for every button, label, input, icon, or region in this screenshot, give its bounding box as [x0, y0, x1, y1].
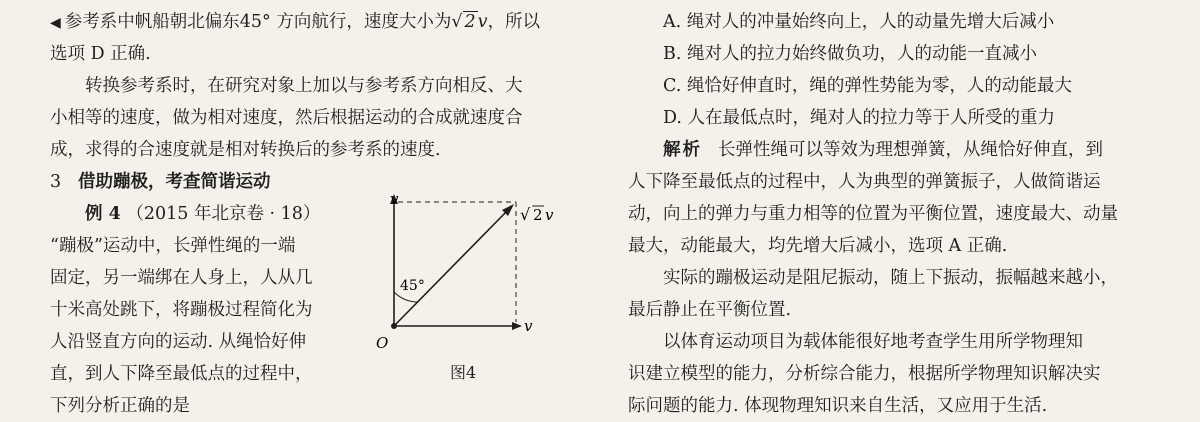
- example-line: “蹦极”运动中，长弹性绳的一端: [50, 236, 296, 256]
- analysis-first-line: [628, 134, 1173, 166]
- example-line: 人沿竖直方向的运动. 从绳恰好伸: [50, 332, 307, 352]
- analysis-line: 动，向上的弹力与重力相等的位置为平衡位置，速度最大、动量: [628, 204, 1118, 224]
- real-motion-line: 最后静止在平衡位置.: [628, 300, 792, 320]
- example-label: 例 4: [85, 204, 121, 224]
- analysis-label: 解析: [663, 140, 702, 160]
- triangle-marker-icon: ◀: [50, 15, 61, 31]
- continuation-text: 参考系中帆船朝北偏东45° 方向航行，速度大小为: [64, 12, 452, 32]
- velocity-symbol: v: [477, 12, 488, 32]
- sqrt-expression: √ 2: [451, 12, 476, 32]
- note-line: 小相等的速度，做为相对速度，然后根据运动的合成就速度合: [50, 108, 523, 128]
- figure-caption: 图4: [450, 363, 477, 382]
- note-line: 成，求得的合速度就是相对转换后的参考系的速度.: [50, 140, 441, 160]
- section-title: 借助蹦极，考查简谐运动: [78, 172, 271, 192]
- analysis-text: 长弹性绳可以等效为理想弹簧，从绳恰好伸直，到: [718, 140, 1103, 160]
- origin-label: O: [376, 334, 389, 352]
- result-velocity-symbol: v: [545, 206, 554, 224]
- summary-line: 际问题的能力. 体现物理知识来自生活，又应用于生活.: [628, 396, 1048, 416]
- summary-line: 以体育运动项目为载体能很好地考查学生用所学物理知: [663, 332, 1083, 352]
- vertical-velocity-label: v: [390, 190, 399, 208]
- right-column: [628, 6, 1173, 422]
- example-header: [50, 198, 360, 230]
- option-a: A. 绳对人的冲量始终向上，人的动量先增大后减小: [663, 12, 1055, 32]
- resultant-velocity-arrow: [394, 210, 508, 326]
- note-line: 转换参考系时，在研究对象上加以与参考系方向相反、大: [85, 76, 523, 96]
- example-line: 十米高处跳下，将蹦极过程简化为: [50, 300, 313, 320]
- option-d: D. 人在最低点时，绳对人的拉力等于人所受的重力: [663, 108, 1056, 128]
- summary-line: 识建立模型的能力，分析综合能力，根据所学物理知识解决实: [628, 364, 1101, 384]
- origin-point: [391, 323, 397, 329]
- analysis-line: 最大，动能最大，均先增大后减小，选项 A 正确.: [628, 236, 1008, 256]
- example-block: [50, 198, 360, 422]
- option-c: C. 绳恰好伸直时，绳的弹性势能为零，人的动能最大: [663, 76, 1072, 96]
- result-radicand: 2: [533, 206, 543, 224]
- example-line: 下列分析正确的是: [50, 396, 190, 416]
- example-line: 固定，另一端绑在人身上，人从几: [50, 268, 313, 288]
- section-number: 3: [50, 172, 62, 192]
- sqrt-radicand: 2: [464, 12, 476, 32]
- option-b: B. 绳对人的拉力始终做负功，人的动能一直减小: [663, 44, 1037, 64]
- example-source: （2015 年北京卷 · 18）: [126, 204, 321, 224]
- continuation-line: [50, 6, 610, 38]
- analysis-line: 人下降至最低点的过程中，人为典型的弹簧振子，人做简谐运: [628, 172, 1101, 192]
- real-motion-line: 实际的蹦极运动是阻尼振动，随上下振动，振幅越来越小，: [663, 268, 1118, 288]
- angle-label: 45°: [400, 278, 425, 294]
- answer-line: 选项 D 正确.: [50, 44, 151, 64]
- result-radical-icon: √: [520, 205, 531, 224]
- horizontal-arrowhead-icon: [512, 322, 522, 330]
- horizontal-velocity-label: v: [524, 317, 533, 335]
- velocity-diagram: [368, 188, 568, 388]
- continuation-tail: ，所以: [487, 12, 541, 32]
- example-line: 直，到人下降至最低点的过程中，: [50, 364, 313, 384]
